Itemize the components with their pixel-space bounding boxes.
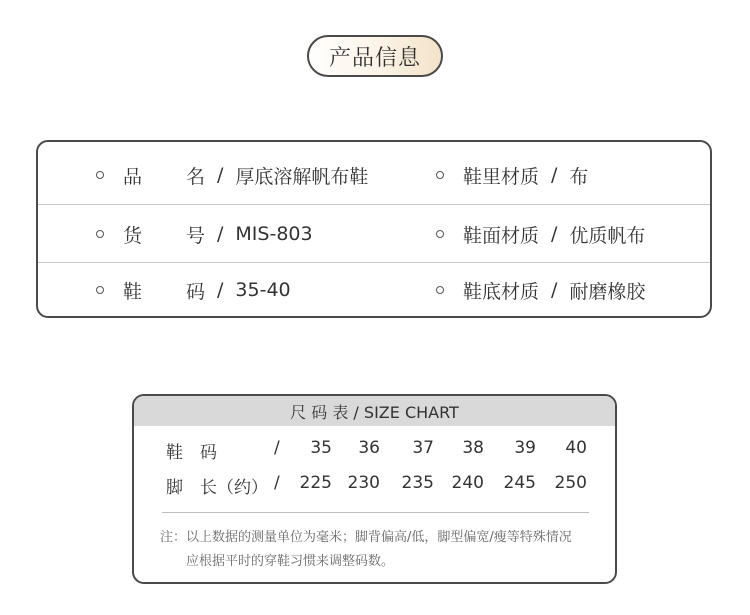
size-value: 35	[310, 438, 332, 458]
size-row-label: 鞋 码	[166, 443, 217, 463]
info-cell-sku	[96, 221, 313, 248]
size-value: 240	[451, 473, 484, 493]
bullet-icon	[436, 230, 444, 238]
info-value: 耐磨橡胶	[569, 280, 646, 303]
size-value: 37	[412, 438, 434, 458]
info-label: 鞋底材质	[463, 280, 540, 303]
size-note-line: 应根据平时的穿鞋习惯来调整码数。	[186, 554, 395, 569]
separator: /	[551, 223, 558, 245]
info-cell-name	[96, 162, 368, 189]
size-value: 40	[565, 438, 587, 458]
bullet-icon	[96, 230, 104, 238]
bullet-icon	[96, 286, 104, 294]
info-label: 货 号	[123, 224, 205, 247]
info-cell-size	[96, 277, 291, 304]
info-cell-upper	[436, 221, 645, 248]
section-title: 产品信息	[307, 35, 443, 77]
size-chart	[132, 394, 617, 584]
separator: /	[274, 473, 280, 493]
size-value: 38	[462, 438, 484, 458]
size-value: 245	[503, 473, 536, 493]
size-value: 39	[514, 438, 536, 458]
separator: /	[274, 438, 280, 458]
size-note-line: 注：以上数据的测量单位为毫米；脚背偏高/低，脚型偏宽/瘦等特殊情况	[160, 530, 572, 545]
separator: /	[551, 164, 558, 186]
size-value: 230	[347, 473, 380, 493]
size-value: 225	[299, 473, 332, 493]
size-row-shoe-size	[166, 434, 585, 464]
info-label: 品 名	[123, 165, 205, 188]
size-chart-title: 尺 码 表 / SIZE CHART	[134, 396, 615, 426]
info-label: 鞋里材质	[463, 165, 540, 188]
info-cell-sole	[436, 277, 645, 304]
separator: /	[217, 223, 224, 245]
info-row	[38, 204, 710, 263]
separator: /	[551, 279, 558, 301]
separator: /	[217, 279, 224, 301]
separator: /	[217, 164, 224, 186]
bullet-icon	[436, 286, 444, 294]
info-value: MIS-803	[235, 223, 313, 245]
size-note	[160, 526, 597, 574]
info-value: 35-40	[235, 279, 291, 301]
product-info-table	[36, 140, 712, 318]
bullet-icon	[96, 171, 104, 179]
info-cell-lining	[436, 162, 588, 189]
bullet-icon	[436, 171, 444, 179]
info-value: 厚底溶解帆布鞋	[235, 165, 369, 188]
size-value: 36	[358, 438, 380, 458]
size-value: 250	[554, 473, 587, 493]
info-value: 布	[569, 165, 589, 188]
divider	[162, 512, 589, 513]
size-row-foot-length	[166, 469, 585, 499]
size-row-label: 脚 长（约）	[166, 478, 268, 498]
info-value: 优质帆布	[569, 224, 646, 247]
info-row	[38, 146, 710, 204]
info-label: 鞋 码	[123, 280, 205, 303]
info-label: 鞋面材质	[463, 224, 540, 247]
info-row	[38, 262, 710, 317]
size-value: 235	[401, 473, 434, 493]
